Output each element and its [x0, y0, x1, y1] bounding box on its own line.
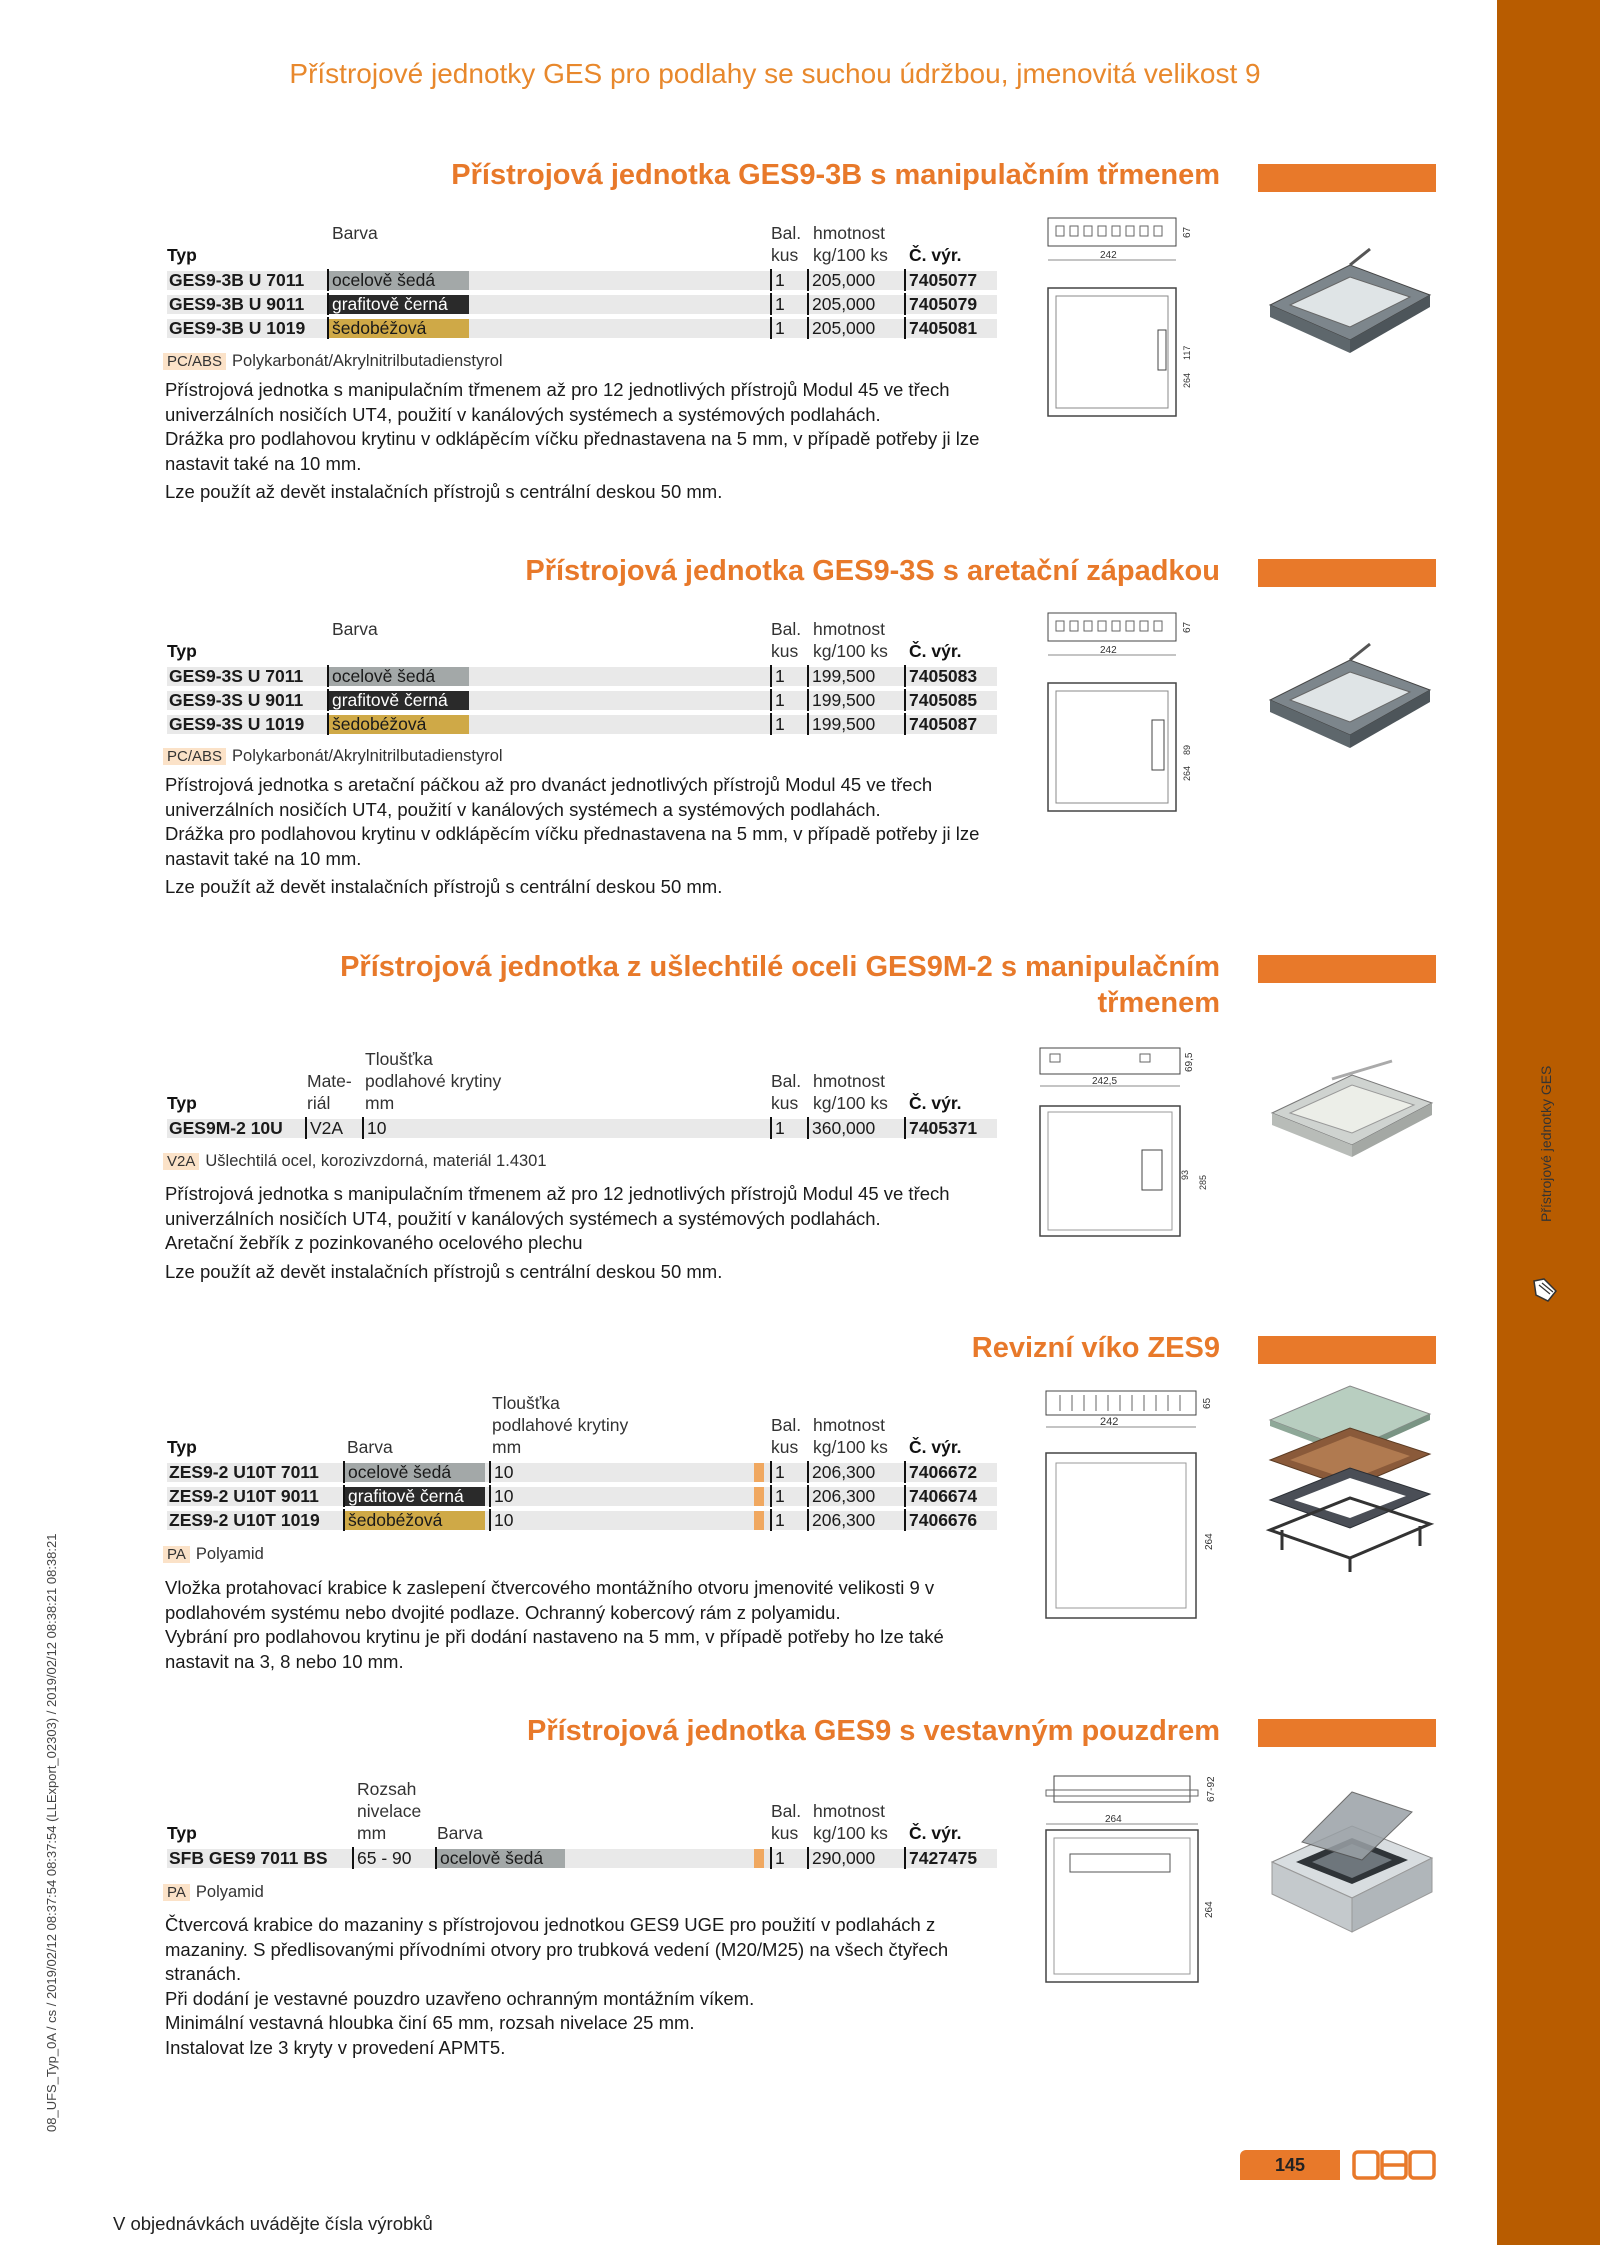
table-row — [167, 1117, 997, 1139]
col-header-bal: Bal. — [771, 1071, 802, 1091]
svg-text:117: 117 — [1182, 345, 1192, 360]
row-bal: 1 — [770, 317, 785, 339]
svg-text:89: 89 — [1182, 744, 1192, 755]
col-header-bal: Bal. — [771, 619, 802, 639]
col-header-kus: kus — [771, 641, 799, 661]
table-row — [167, 317, 997, 339]
svg-text:285: 285 — [1198, 1174, 1208, 1190]
svg-text:264: 264 — [1105, 1814, 1122, 1825]
col-header-cislo: Č. výr. — [909, 1093, 962, 1113]
table-row — [167, 1461, 997, 1483]
technical-drawing — [1040, 1385, 1220, 1625]
section-tab-marker — [1258, 1336, 1436, 1364]
row-hmotnost: 206,300 — [807, 1461, 875, 1483]
description-zes9: Vložka protahovací krabice k zaslepení čtvercového montážního otvoru jmenovité velikosti 9 v podlahovém systému nebo dvojité podlaze. Ochranný kobercový rám z polyamidu. Vybrání pro podlahovou krytinu je při dodání nastaveno na 5 mm, v případě potřeby ho lze také nastavit na 3, 8 nebo 10 mm. — [165, 1577, 944, 1672]
section-title-zes9: Revizní víko ZES9 — [971, 1332, 1220, 1364]
col-header-kus: kus — [771, 1437, 799, 1457]
col-header-rial: riál — [307, 1093, 331, 1113]
svg-text:264: 264 — [1182, 765, 1192, 781]
table-row — [167, 1509, 997, 1531]
row-typ: GES9-3B U 9011 — [169, 294, 305, 314]
section-title-ges9m-2: Přístrojová jednotka z ušlechtilé oceli GES9M-2 s manipulačním třmenem — [340, 951, 1220, 1019]
col-header-mm: mm — [492, 1437, 522, 1457]
svg-text:67: 67 — [1182, 226, 1193, 238]
col-header-typ: Typ — [167, 245, 197, 265]
row-barva: šedobéžová — [327, 713, 426, 735]
col-header-typ: Typ — [167, 641, 197, 661]
row-material: V2A — [305, 1117, 343, 1139]
technical-drawing — [1040, 210, 1200, 420]
row-hmotnost: 199,500 — [807, 689, 875, 711]
col-header-kg: kg/100 ks — [813, 1093, 888, 1113]
material-note: PC/ABS Polykarbonát/Akrylnitrilbutadienstyrol — [163, 747, 503, 766]
side-section-label: Přístrojové jednotky GES — [1538, 1065, 1554, 1222]
col-header-hmotnost: hmotnost — [813, 1071, 885, 1091]
col-header-barva: Barva — [437, 1823, 483, 1843]
row-hmotnost: 199,500 — [807, 665, 875, 687]
row-cislo: 7405087 — [904, 713, 977, 735]
col-header-kg: kg/100 ks — [813, 1823, 888, 1843]
svg-text:242: 242 — [1100, 1416, 1119, 1428]
material-note: PA Polyamid — [163, 1883, 264, 1902]
row-barva: ocelově šedá — [327, 665, 435, 687]
table-row — [167, 1485, 997, 1507]
row-typ: GES9-3S U 1019 — [169, 714, 305, 734]
material-note: V2A Ušlechtilá ocel, korozivzdorná, materiál 1.4301 — [163, 1152, 547, 1171]
row-bal: 1 — [770, 293, 785, 315]
row-hmotnost: 360,000 — [807, 1117, 875, 1139]
col-header-hmotnost: hmotnost — [813, 1801, 885, 1821]
svg-text:93: 93 — [1180, 1169, 1190, 1180]
col-header-barva: Barva — [332, 619, 378, 639]
row-bal: 1 — [770, 1117, 785, 1139]
section-tab-marker — [1258, 164, 1436, 192]
svg-text:264: 264 — [1204, 1533, 1215, 1550]
col-header-mm: mm — [365, 1093, 395, 1113]
section-title-ges9-vestavne: Přístrojová jednotka GES9 s vestavným pouzdrem — [526, 1715, 1220, 1747]
row-hmotnost: 199,500 — [807, 713, 875, 735]
row-bal: 1 — [770, 713, 785, 735]
row-typ: GES9M-2 10U — [169, 1118, 283, 1138]
col-header-barva: Barva — [332, 223, 378, 243]
row-barva: grafitově černá — [343, 1485, 464, 1507]
row-tloustka: 10 — [489, 1461, 513, 1483]
row-typ: GES9-3B U 7011 — [169, 270, 305, 290]
technical-drawing — [1030, 1040, 1210, 1240]
row-barva: šedobéžová — [343, 1509, 442, 1531]
col-header-podlahove: podlahové krytiny — [492, 1415, 629, 1435]
row-typ: SFB GES9 7011 BS — [169, 1848, 328, 1868]
svg-text:242,5: 242,5 — [1092, 1076, 1118, 1087]
svg-text:67-92: 67-92 — [1206, 1776, 1217, 1802]
row-cislo: 7405085 — [904, 689, 977, 711]
col-header-kg: kg/100 ks — [813, 245, 888, 265]
row-tloustka: 10 — [489, 1509, 513, 1531]
obo-logo — [1352, 2148, 1436, 2182]
product-photo — [1262, 1782, 1442, 1942]
product-photo — [1260, 245, 1440, 355]
col-header-cislo: Č. výr. — [909, 1823, 962, 1843]
row-rozsah: 65 - 90 — [352, 1847, 411, 1869]
row-barva: grafitově černá — [327, 293, 448, 315]
section-title-ges9-3s: Přístrojová jednotka GES9-3S s aretační západkou — [525, 555, 1220, 587]
table-ges9-3s — [167, 618, 997, 738]
col-header-bal: Bal. — [771, 1801, 802, 1821]
description-ges9-3b: Přístrojová jednotka s manipulačním třmenem až pro 12 jednotlivých přístrojů Modul 45 ve třech univerzálních nosičích UT4, použití v kanálových systémech a systémových podlahách. Drážka pro podlahovou krytinu v odklápěcím víčku přednastavena na 5 mm, v případě potřeby ji lze nastavit také na 10 mm. Lze použít až devět instalačních přístrojů s centrální deskou 50 mm. — [165, 379, 980, 502]
row-hmotnost: 290,000 — [807, 1847, 875, 1869]
table-sfb-ges9 — [167, 1778, 997, 1878]
product-photo — [1260, 1380, 1440, 1575]
col-header-nivelace: nivelace — [357, 1801, 422, 1821]
row-bal: 1 — [770, 269, 785, 291]
page-number: 145 — [1240, 2150, 1340, 2180]
col-header-hmotnost: hmotnost — [813, 223, 885, 243]
svg-text:264: 264 — [1204, 1901, 1215, 1918]
col-header-rozsah: Rozsah — [357, 1779, 417, 1799]
row-barva: ocelově šedá — [435, 1847, 543, 1869]
col-header-mm: mm — [357, 1823, 387, 1843]
table-row — [167, 1847, 997, 1869]
row-barva: grafitově černá — [327, 689, 448, 711]
table-ges9-3b — [167, 222, 997, 342]
technical-drawing — [1040, 1768, 1220, 1988]
row-hmotnost: 205,000 — [807, 317, 875, 339]
row-cislo: 7427475 — [904, 1847, 977, 1869]
col-header-cislo: Č. výr. — [909, 1437, 962, 1457]
table-row — [167, 665, 997, 687]
section-tab-marker — [1258, 559, 1436, 587]
col-header-hmotnost: hmotnost — [813, 619, 885, 639]
table-row — [167, 293, 997, 315]
col-header-kus: kus — [771, 245, 799, 265]
description-ges9-3s: Přístrojová jednotka s aretační páčkou až pro dvanáct jednotlivých přístrojů Modul 45 ve třech univerzálních nosičích UT4, použití v kanálových systémech a systémových podlahách. Drážka pro podlahovou krytinu v odklápěcím víčku přednastavena na 5 mm, v případě potřeby ji lze nastavit také na 10 mm. Lze použít až devět instalačních přístrojů s centrální deskou 50 mm. — [165, 774, 980, 897]
row-cislo: 7406672 — [904, 1461, 977, 1483]
table-zes9 — [167, 1392, 997, 1530]
row-cislo: 7405083 — [904, 665, 977, 687]
col-header-bal: Bal. — [771, 1415, 802, 1435]
col-header-podlahove: podlahové krytiny — [365, 1071, 502, 1091]
col-header-kg: kg/100 ks — [813, 1437, 888, 1457]
section-tab-marker — [1258, 955, 1436, 983]
section-title-ges9-3b: Přístrojová jednotka GES9-3B s manipulačním třmenem — [451, 159, 1220, 191]
row-cislo: 7406676 — [904, 1509, 977, 1531]
row-bal: 1 — [770, 1509, 785, 1531]
col-header-typ: Typ — [167, 1823, 197, 1843]
document-meta: 08_UFS_Typ_0A / cs / 2019/02/12 08:37:54 08:37:54 (LLExport_02303) / 2019/02/12 08:38:21 08:38:21 — [44, 1533, 59, 2132]
svg-text:67: 67 — [1182, 621, 1193, 633]
col-header-kg: kg/100 ks — [813, 641, 888, 661]
row-bal: 1 — [770, 1485, 785, 1507]
page-title: Přístrojové jednotky GES pro podlahy se suchou údržbou, jmenovitá velikost 9 — [289, 58, 1261, 89]
row-typ: ZES9-2 U10T 7011 — [169, 1462, 319, 1482]
row-hmotnost: 205,000 — [807, 269, 875, 291]
table-ges9m-2 — [167, 1048, 997, 1148]
row-typ: GES9-3S U 7011 — [169, 666, 304, 686]
technical-drawing — [1040, 605, 1200, 815]
table-row — [167, 269, 997, 291]
material-note: PC/ABS Polykarbonát/Akrylnitrilbutadienstyrol — [163, 352, 503, 371]
cable-icon — [1530, 1275, 1560, 1305]
table-row — [167, 689, 997, 711]
description-sfb-ges9: Čtvercová krabice do mazaniny s přístrojovou jednotkou GES9 UGE pro použití v podlahách z mazaniny. S předlisovanými přívodními otvory pro trubková vedení (M20/M25) na všech čtyřech stranách. Při dodání je vestavné pouzdro uzavřeno ochranným montážním víkem. Minimální vestavná hloubka činí 65 mm, rozsah nivelace 25 mm. Instalovat lze 3 kryty v provedení APMT5. — [165, 1914, 949, 2058]
svg-text:65: 65 — [1202, 1397, 1213, 1409]
col-header-tloustka: Tloušťka — [492, 1393, 560, 1413]
row-cislo: 7405371 — [904, 1117, 977, 1139]
row-bal: 1 — [770, 665, 785, 687]
svg-text:242: 242 — [1100, 250, 1117, 261]
row-barva: ocelově šedá — [343, 1461, 451, 1483]
col-header-kus: kus — [771, 1823, 799, 1843]
row-hmotnost: 205,000 — [807, 293, 875, 315]
row-cislo: 7405081 — [904, 317, 977, 339]
row-bal: 1 — [770, 689, 785, 711]
row-cislo: 7405079 — [904, 293, 977, 315]
row-tloustka: 10 — [362, 1117, 386, 1139]
row-typ: GES9-3S U 9011 — [169, 690, 304, 710]
col-header-cislo: Č. výr. — [909, 245, 962, 265]
row-typ: GES9-3B U 1019 — [169, 318, 306, 338]
table-row — [167, 713, 997, 735]
col-header-typ: Typ — [167, 1093, 197, 1113]
row-bal: 1 — [770, 1461, 785, 1483]
row-hmotnost: 206,300 — [807, 1485, 875, 1507]
svg-text:242: 242 — [1100, 645, 1117, 656]
col-header-tloustka: Tloušťka — [365, 1049, 433, 1069]
section-tab-marker — [1258, 1719, 1436, 1747]
svg-text:69,5: 69,5 — [1184, 1052, 1195, 1072]
row-barva: šedobéžová — [327, 317, 426, 339]
row-typ: ZES9-2 U10T 1019 — [169, 1510, 320, 1530]
row-cislo: 7406674 — [904, 1485, 977, 1507]
col-header-bal: Bal. — [771, 223, 802, 243]
row-cislo: 7405077 — [904, 269, 977, 291]
row-typ: ZES9-2 U10T 9011 — [169, 1486, 319, 1506]
product-photo — [1260, 640, 1440, 750]
col-header-cislo: Č. výr. — [909, 641, 962, 661]
material-note: PA Polyamid — [163, 1545, 264, 1564]
row-tloustka: 10 — [489, 1485, 513, 1507]
col-header-hmotnost: hmotnost — [813, 1415, 885, 1435]
row-barva: ocelově šedá — [327, 269, 435, 291]
svg-text:264: 264 — [1182, 372, 1192, 388]
row-bal: 1 — [770, 1847, 785, 1869]
col-header-material: Mate- — [307, 1071, 352, 1091]
col-header-typ: Typ — [167, 1437, 197, 1457]
col-header-kus: kus — [771, 1093, 799, 1113]
col-header-barva: Barva — [347, 1437, 393, 1457]
row-hmotnost: 206,300 — [807, 1509, 875, 1531]
product-photo — [1262, 1055, 1442, 1160]
description-ges9m-2: Přístrojová jednotka s manipulačním třmenem až pro 12 jednotlivých přístrojů Modul 45 ve třech univerzálních nosičích UT4, použití v kanálových systémech a systémových podlahách. Aretační žebřík z pozinkovaného ocelového plechu Lze použít až devět instalačních přístrojů s centrální deskou 50 mm. — [165, 1183, 950, 1282]
footer-note: V objednávkách uvádějte čísla výrobků — [113, 2213, 433, 2234]
